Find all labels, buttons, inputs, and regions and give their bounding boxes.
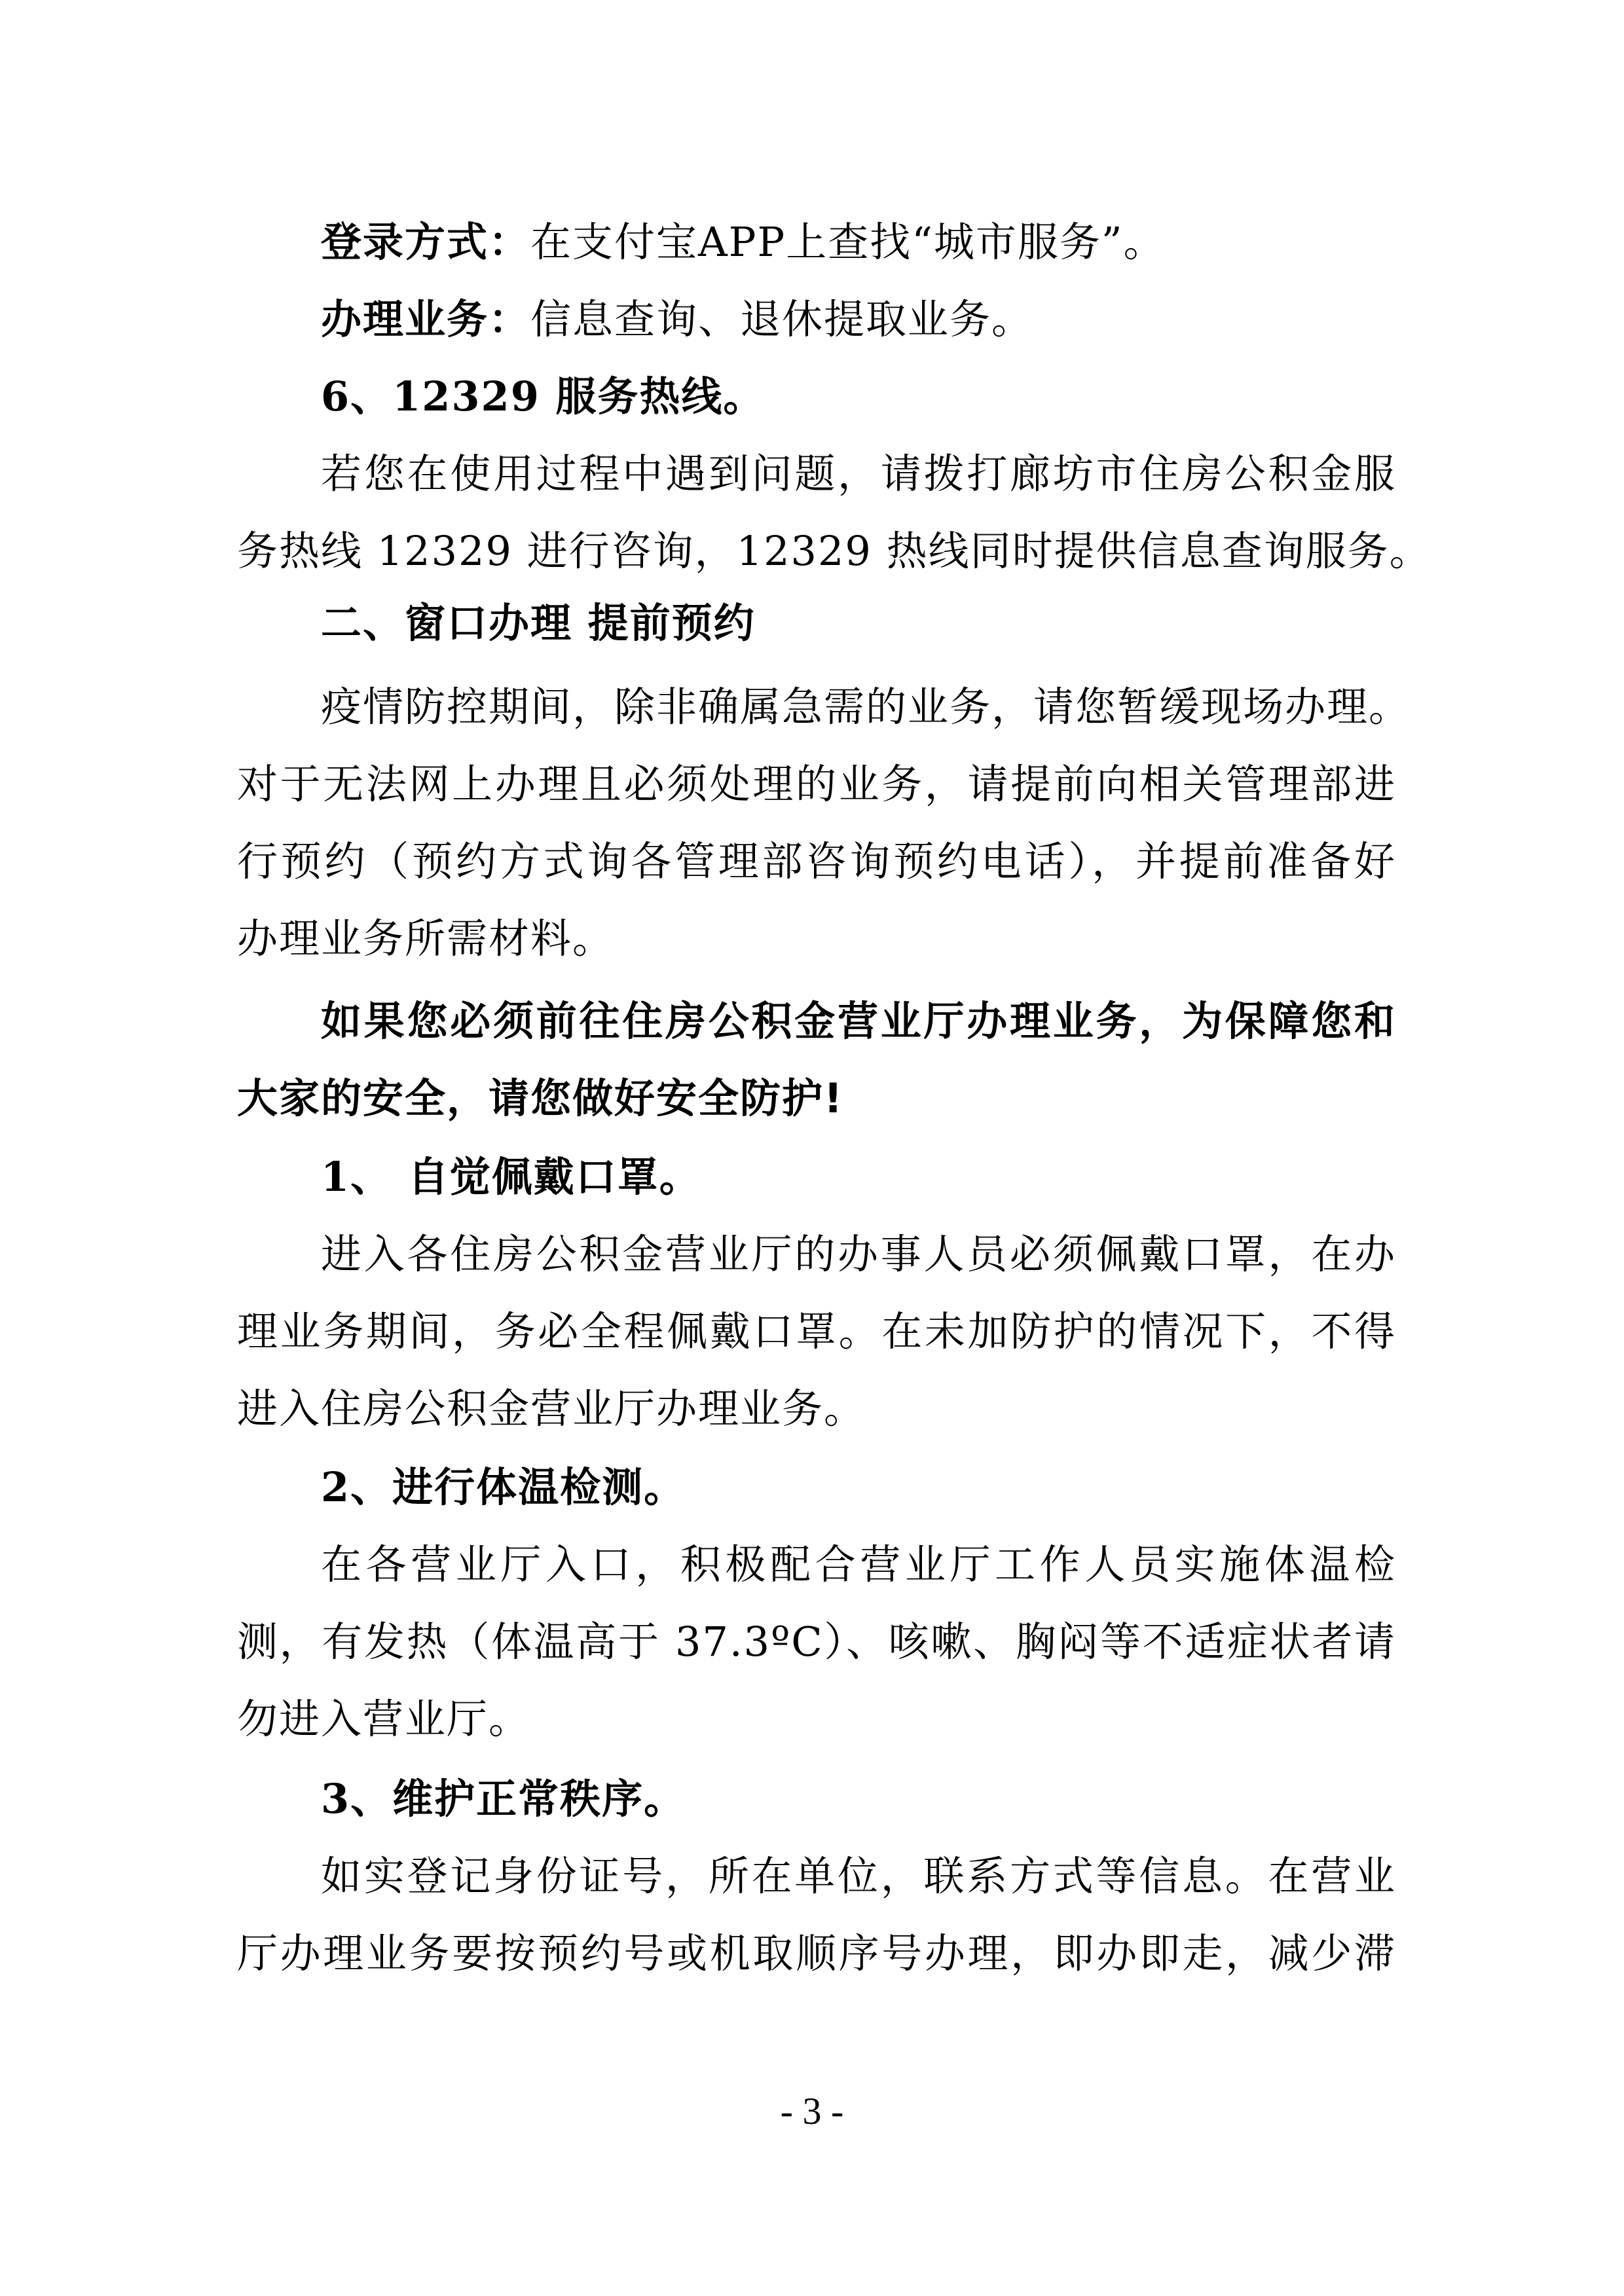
paragraph-line: 对于无法网上办理且必须处理的业务，请提前向相关管理部进 <box>237 760 1396 808</box>
paragraph-line: 测，有发热（体温高于 37.3ºC）、咳嗽、胸闷等不适症状者请 <box>237 1618 1396 1666</box>
section-window-heading: 二、窗口办理 提前预约 <box>321 599 756 647</box>
section-order-heading: 3、维护正常秩序。 <box>321 1775 686 1823</box>
paragraph-line: 疫情防控期间，除非确属急需的业务，请您暂缓现场办理。 <box>321 683 1411 731</box>
paragraph-line: 理业务期间，务必全程佩戴口罩。在未加防护的情况下，不得 <box>237 1307 1396 1355</box>
section-temperature-heading: 2、进行体温检测。 <box>321 1463 686 1511</box>
paragraph-line: 办理业务所需材料。 <box>237 915 615 962</box>
paragraph-line: 进入各住房公积金营业厅的办事人员必须佩戴口罩，在办 <box>321 1230 1396 1278</box>
paragraph-line: 如实登记身份证号，所在单位，联系方式等信息。在营业 <box>321 1852 1396 1900</box>
business-text: 信息查询、退休提取业务。 <box>530 295 1034 343</box>
paragraph-line: 若您在使用过程中遇到问题，请拨打廊坊市住房公积金服 <box>321 450 1396 498</box>
safety-notice-line: 如果您必须前往住房公积金营业厅办理业务，为保障您和 <box>321 997 1396 1045</box>
page-number: - 3 - <box>780 2090 844 2132</box>
paragraph-line: 行预约（预约方式询各管理部咨询预约电话），并提前准备好 <box>237 837 1396 885</box>
section-hotline-heading: 6、12329 服务热线。 <box>321 373 766 420</box>
section-mask-heading: 1、 自觉佩戴口罩。 <box>321 1153 701 1201</box>
paragraph-line: 勿进入营业厅。 <box>237 1695 531 1743</box>
business-label: 办理业务： <box>321 295 531 343</box>
paragraph-line: 务热线 12329 进行咨询，12329 热线同时提供信息查询服务。 <box>237 527 1431 575</box>
safety-notice-line: 大家的安全，请您做好安全防护! <box>237 1074 844 1122</box>
paragraph-line: 厅办理业务要按预约号或机取顺序号办理，即办即走，减少滞 <box>237 1929 1396 1977</box>
paragraph-line: 在各营业厅入口，积极配合营业厅工作人员实施体温检 <box>321 1540 1396 1588</box>
business-line <box>321 293 1396 346</box>
login-method-label: 登录方式： <box>321 218 531 266</box>
paragraph-line: 进入住房公积金营业厅办理业务。 <box>237 1385 866 1432</box>
login-method-text: 在支付宝APP上查找“城市服务”。 <box>530 218 1166 266</box>
login-method-line <box>321 216 1396 268</box>
